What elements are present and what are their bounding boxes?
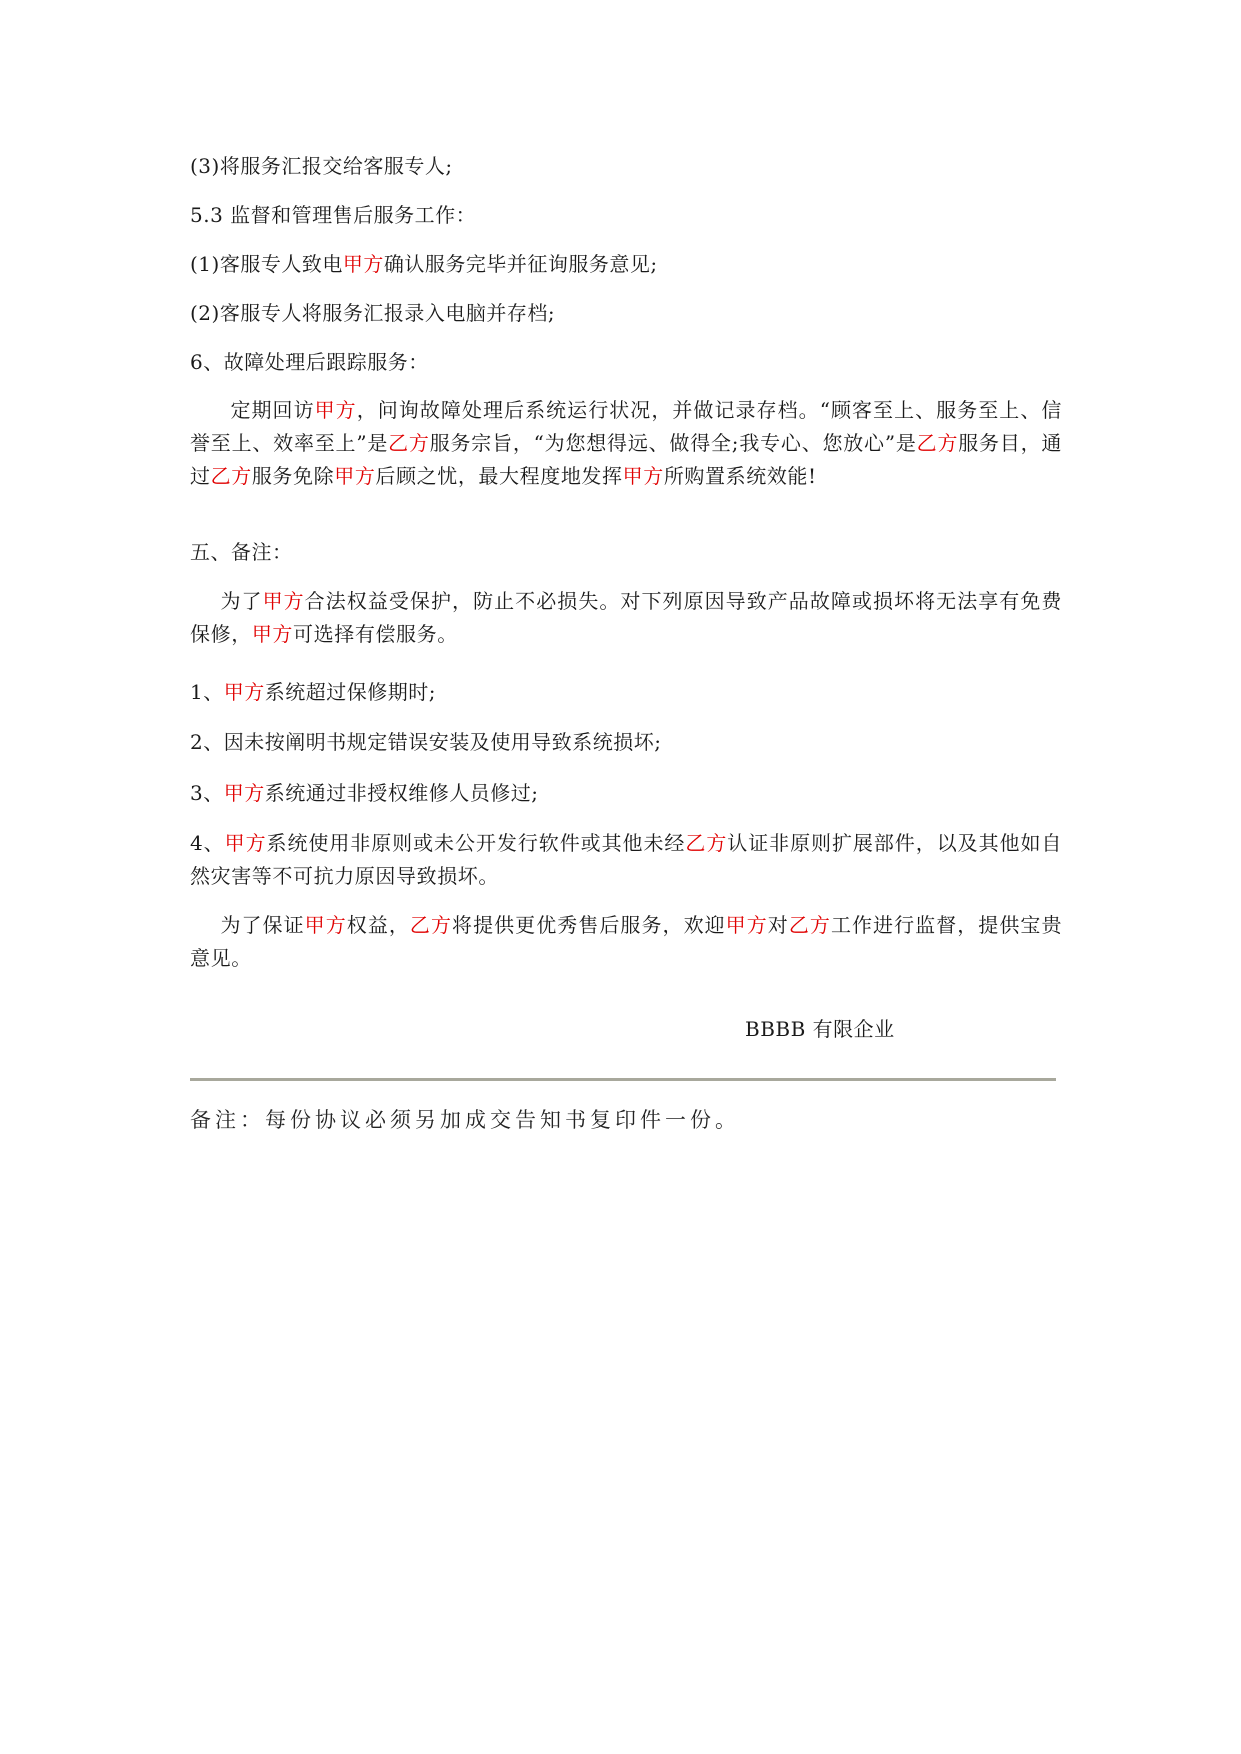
text-segment: 为了保证 <box>220 913 305 937</box>
company-signature: BBBB 有限企业 <box>745 1017 895 1041</box>
line-archive-report: (2)客服专人将服务汇报录入电脑并存档; <box>190 301 556 325</box>
text-segment: 后顾之忧，最大程度地发挥 <box>375 464 623 488</box>
list-item-2: 2、因未按阐明书规定错误安装及使用导致系统损坏; <box>190 730 662 754</box>
text-segment: 系统使用非原则或未公开发行软件或其他未经 <box>266 831 686 855</box>
line-confirm-service <box>190 248 1060 280</box>
party-b-highlight: 乙方 <box>685 831 728 855</box>
party-a-highlight: 甲方 <box>304 913 347 937</box>
text-segment: 认证非原则扩展部件，以及其他如自然灾害等不可抗力原因导致损坏。 <box>190 831 1063 888</box>
party-a-highlight: 甲方 <box>224 831 267 855</box>
text-segment: 系统通过非授权维修人员修过; <box>264 781 539 805</box>
list-item-4 <box>190 827 1062 893</box>
text-segment: 工作进行监督，提供宝贵意见。 <box>190 913 1063 970</box>
text-segment: 服务免除 <box>251 464 335 488</box>
horizontal-divider <box>190 1078 1056 1081</box>
paragraph-followup <box>190 394 1062 493</box>
list-number: 3、 <box>190 781 224 805</box>
text-segment: 定期回访 <box>230 398 315 422</box>
text-segment: 服务目，通过 <box>190 431 1063 488</box>
text-segment: 系统超过保修期时; <box>264 680 436 704</box>
line-followup-heading: 6、故障处理后跟踪服务： <box>190 350 429 374</box>
text-segment: 将提供更优秀售后服务，欢迎 <box>452 913 726 937</box>
text-segment: ，问询故障处理后系统运行状况，并做记录存档。“顾客至上、服务至上、信誉至上、效率至上”是 <box>190 398 1062 455</box>
party-a-highlight: 甲方 <box>314 398 357 422</box>
party-a-highlight: 甲方 <box>223 781 265 805</box>
text-segment: 为了 <box>220 589 263 613</box>
text-segment: 确认服务完毕并征询服务意见; <box>383 252 658 276</box>
party-a-highlight: 甲方 <box>622 464 664 488</box>
party-a-highlight: 甲方 <box>262 589 305 613</box>
line-report-to-service: (3)将服务汇报交给客服专人; <box>190 154 453 178</box>
party-a-highlight: 甲方 <box>251 622 294 646</box>
text-segment: 服务宗旨，“为您想得远、做得全;我专心、您放心”是 <box>429 431 917 455</box>
list-item-3 <box>190 777 1060 809</box>
party-b-highlight: 乙方 <box>388 431 430 455</box>
text-segment: 合法权益受保护，防止不必损失。对下列原因导致产品故障或损坏将无法享有免费保修， <box>190 589 1063 646</box>
footnote-remark: 备注：每份协议必须另加成交告知书复印件一份。 <box>190 1108 740 1132</box>
party-b-highlight: 乙方 <box>788 913 831 937</box>
party-b-highlight: 乙方 <box>409 913 453 937</box>
text-segment: 权益， <box>346 913 410 937</box>
party-b-highlight: 乙方 <box>210 464 252 488</box>
party-a-highlight: 甲方 <box>342 252 384 276</box>
party-a-highlight: 甲方 <box>725 913 768 937</box>
list-item-1 <box>190 676 1060 708</box>
paragraph-closing <box>190 909 1062 975</box>
text-segment: 对 <box>767 913 789 937</box>
party-a-highlight: 甲方 <box>223 680 265 704</box>
text-segment: 所购置系统效能! <box>663 464 817 488</box>
section-remarks-heading: 五、备注： <box>190 540 293 564</box>
text-segment: 可选择有偿服务。 <box>293 622 458 646</box>
list-number: 4、 <box>190 831 225 855</box>
list-number: 1、 <box>190 680 224 704</box>
paragraph-warranty-intro <box>190 585 1062 651</box>
line-supervision-heading: 5.3 监督和管理售后服务工作： <box>190 203 477 227</box>
party-a-highlight: 甲方 <box>334 464 376 488</box>
text-segment: (1)客服专人致电 <box>190 252 343 276</box>
party-b-highlight: 乙方 <box>916 431 959 455</box>
